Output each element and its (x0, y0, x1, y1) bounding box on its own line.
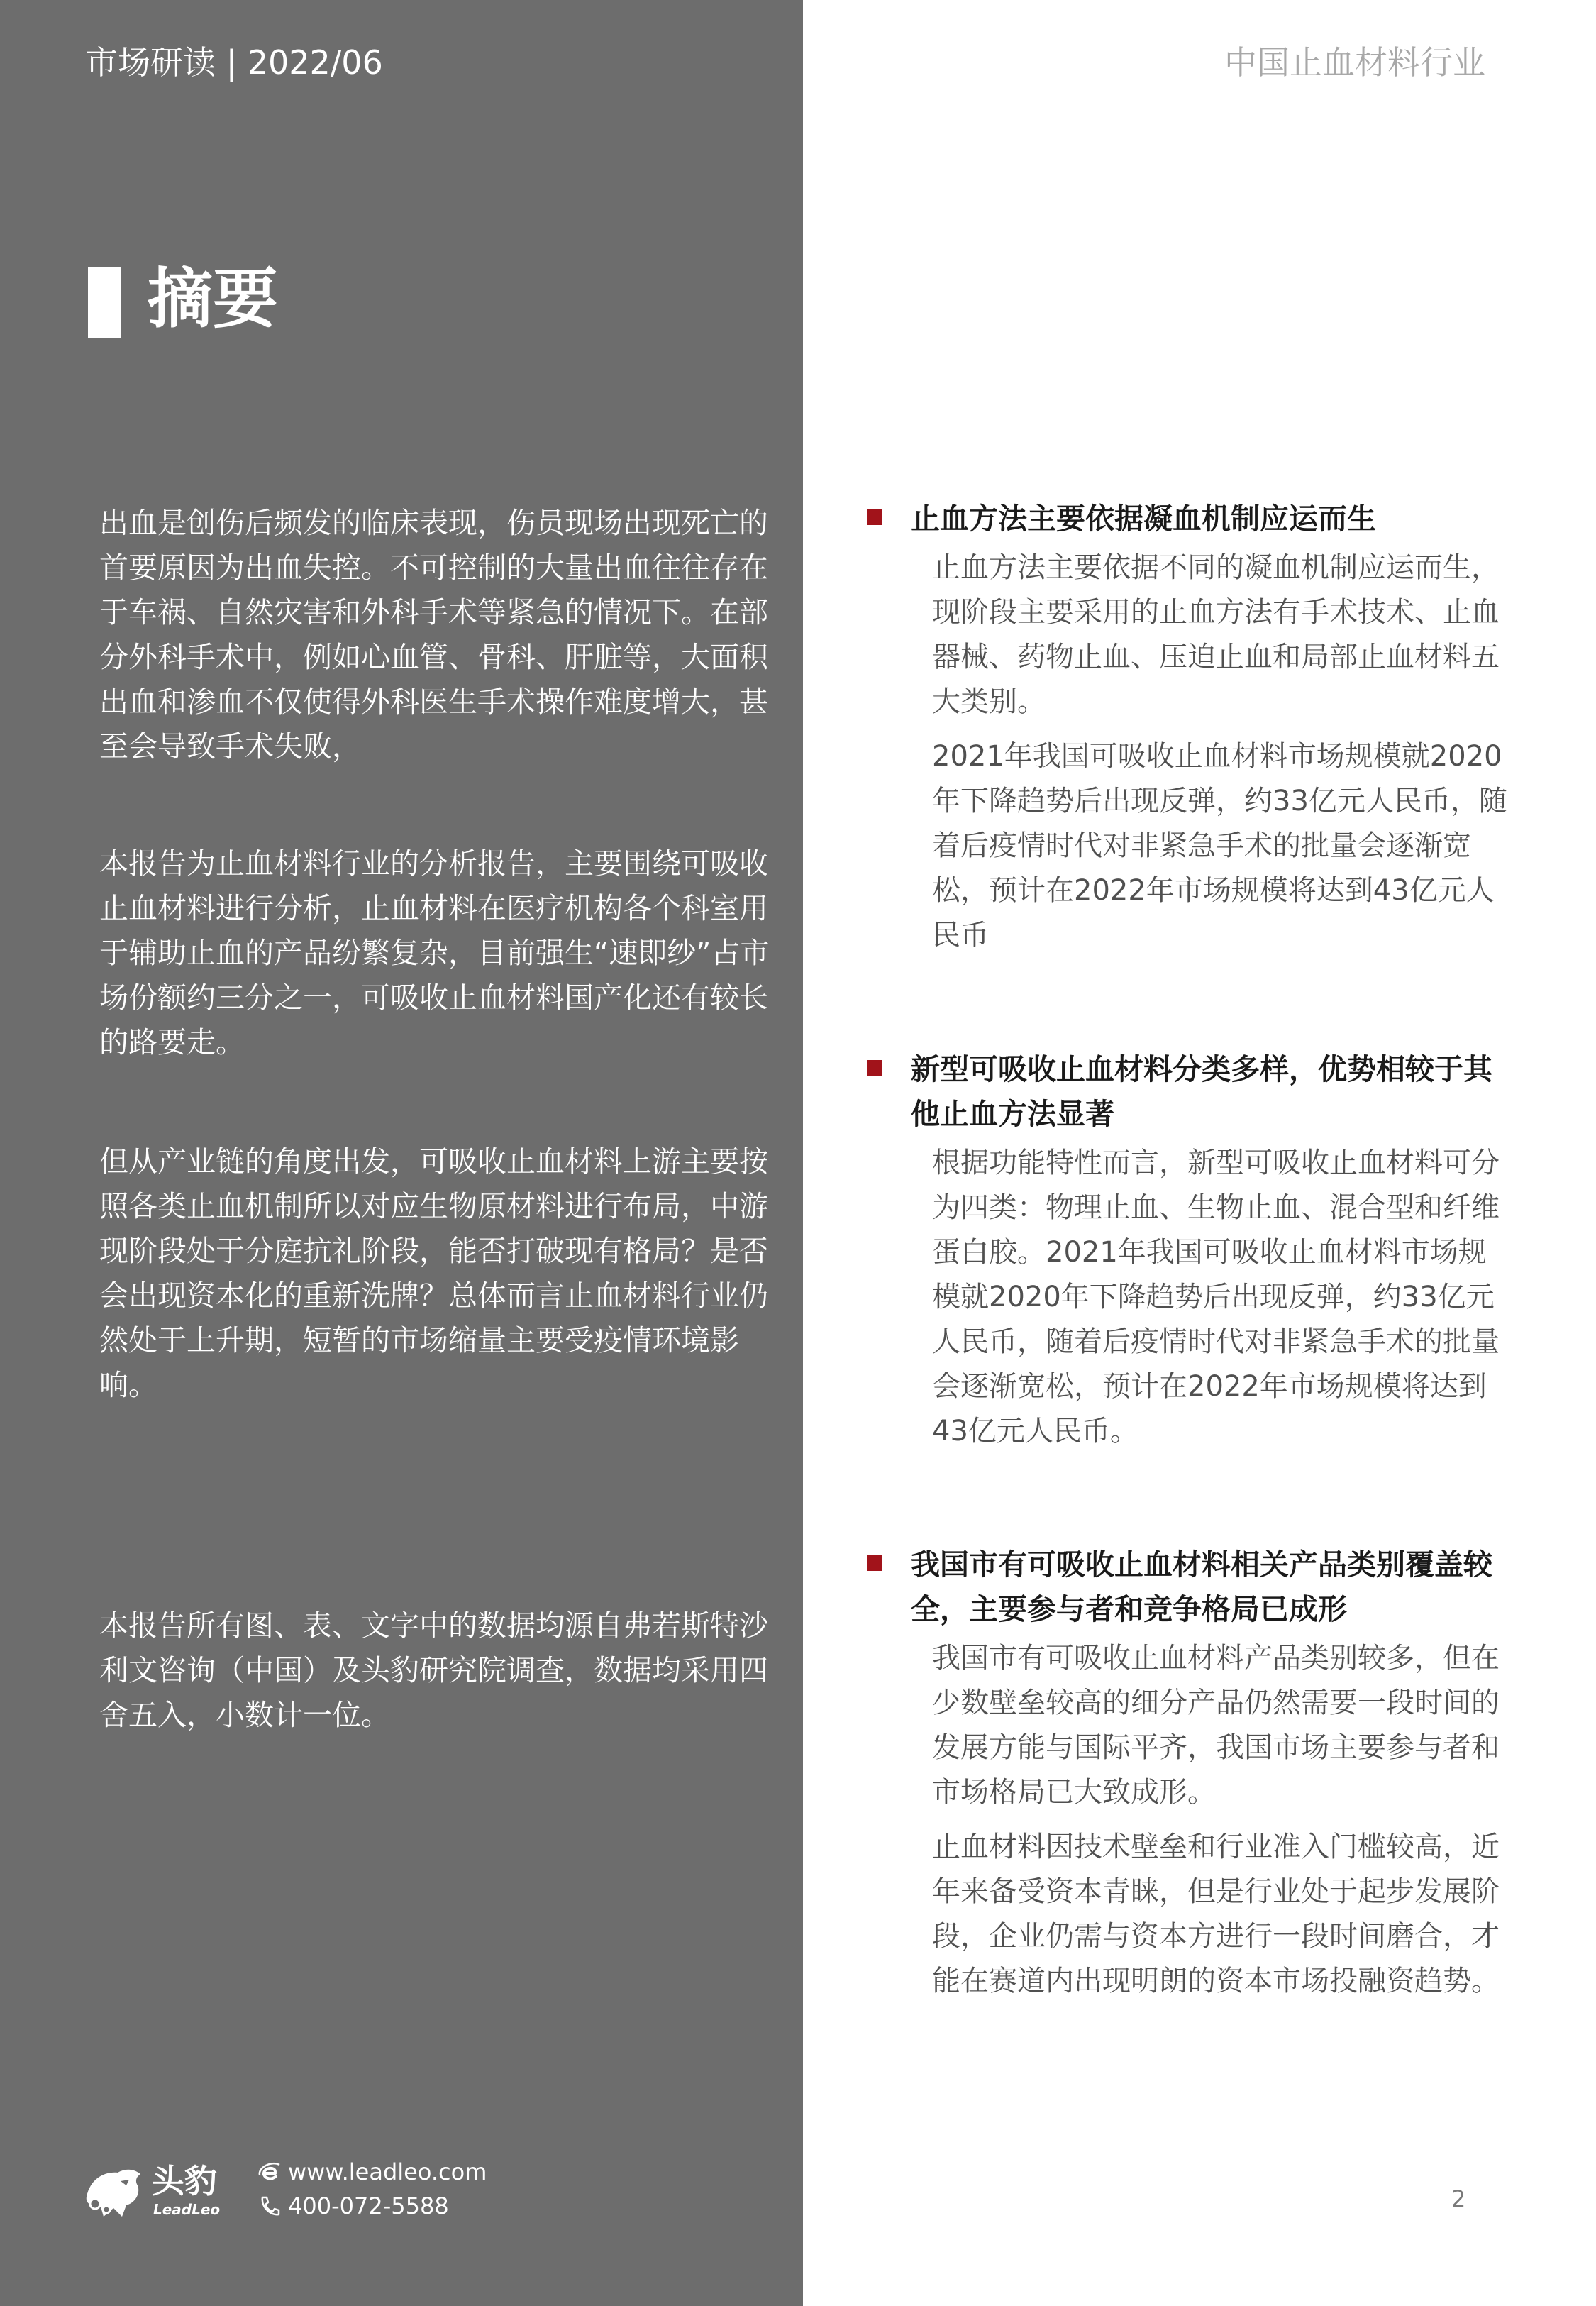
phone-number: 400-072-5588 (288, 2192, 449, 2219)
bullet-square-icon (867, 1555, 882, 1571)
key-point-paragraph: 2021年我国可吸收止血材料市场规模就2020年下降趋势后出现反弹，约33亿元人民币，随着后疫情时代对非紧急手术的批量会逐渐宽松，预计在2022年市场规模将达到43亿元人民币 (932, 740, 1507, 951)
key-point-paragraph: 我国市有可吸收止血材料产品类别较多，但在少数壁垒较高的细分产品仍然需要一段时间的发展方能与国际平齐，我国市场主要参与者和市场格局已大致成形。 (932, 1642, 1500, 1809)
website-row (257, 2158, 487, 2185)
summary-paragraph-4: 本报告所有图、表、文字中的数据均源自弗若斯特沙利文咨询（中国）及头豹研究院调查，数据均采用四舍五入，小数计一位。 (99, 1609, 768, 1732)
summary-paragraph-2: 本报告为止血材料行业的分析报告，主要围绕可吸收止血材料进行分析，止血材料在医疗机构各个科室用于辅助止血的产品纷繁复杂，目前强生“速即纱”占市场份额约三分之一，可吸收止血材料国产化还有较长的路要走。 (99, 846, 770, 1059)
page-number: 2 (1451, 2185, 1466, 2212)
web-e-icon (257, 2159, 282, 2185)
key-point-paragraph: 止血方法主要依据不同的凝血机制应运而生，现阶段主要采用的止血方法有手术技术、止血器械、药物止血、压迫止血和局部止血材料五大类别。 (932, 551, 1500, 718)
key-point-heading: 新型可吸收止血材料分类多样，优势相较于其他止血方法显著 (911, 1052, 1492, 1131)
bullet-square-icon (867, 509, 882, 525)
section-title: 摘要 (148, 261, 279, 337)
leopard-logo-icon (79, 2164, 145, 2222)
brand-name-en: LeadLeo (153, 2201, 221, 2218)
key-point-2 (867, 1047, 1509, 1464)
industry-title: 中国止血材料行业 (1224, 43, 1485, 82)
key-point-1 (867, 497, 1509, 968)
key-point-3 (867, 1543, 1509, 2014)
website-link[interactable]: www.leadleo.com (288, 2158, 487, 2185)
title-accent-bar (88, 267, 121, 338)
key-point-paragraph: 止血材料因技术壁垒和行业准入门槛较高，近年来备受资本青睐，但是行业处于起步发展阶段，企业仍需与资本方进行一段时间磨合，才能在赛道内出现明朗的资本市场投融资趋势。 (932, 1831, 1500, 1997)
bullet-square-icon (867, 1060, 882, 1076)
key-point-paragraph: 根据功能特性而言，新型可吸收止血材料可分为四类：物理止血、生物止血、混合型和纤维蛋白胶。2021年我国可吸收止血材料市场规模就2020年下降趋势后出现反弹，约33亿元人民币，随着后疫情时代对非紧急手术的批量会逐渐宽松，预计在2022年市场规模将达到43亿元人民币。 (932, 1147, 1500, 1447)
phone-row (257, 2192, 449, 2219)
phone-icon (257, 2193, 282, 2219)
key-point-heading: 止血方法主要依据凝血机制应运而生 (911, 502, 1376, 536)
report-tag: 市场研读 | 2022/06 (85, 43, 383, 82)
summary-paragraph-1: 出血是创伤后频发的临床表现，伤员现场出现死亡的首要原因为出血失控。不可控制的大量出血往往存在于车祸、自然灾害和外科手术等紧急的情况下。在部分外科手术中，例如心血管、骨科、肝脏等，大面积出血和渗血不仅使得外科医生手术操作难度增大，甚至会导致手术失败， (99, 506, 768, 763)
brand-name-cn: 头豹 (152, 2162, 217, 2200)
leadleo-logo (79, 2157, 243, 2231)
key-point-heading: 我国市有可吸收止血材料相关产品类别覆盖较全，主要参与者和竞争格局已成形 (911, 1548, 1492, 1626)
summary-paragraph-3: 但从产业链的角度出发，可吸收止血材料上游主要按照各类止血机制所以对应生物原材料进行布局，中游现阶段处于分庭抗礼阶段，能否打破现有格局？是否会出现资本化的重新洗牌？总体而言止血材料行业仍然处于上升期，短暂的市场缩量主要受疫情环境影响。 (99, 1144, 768, 1402)
